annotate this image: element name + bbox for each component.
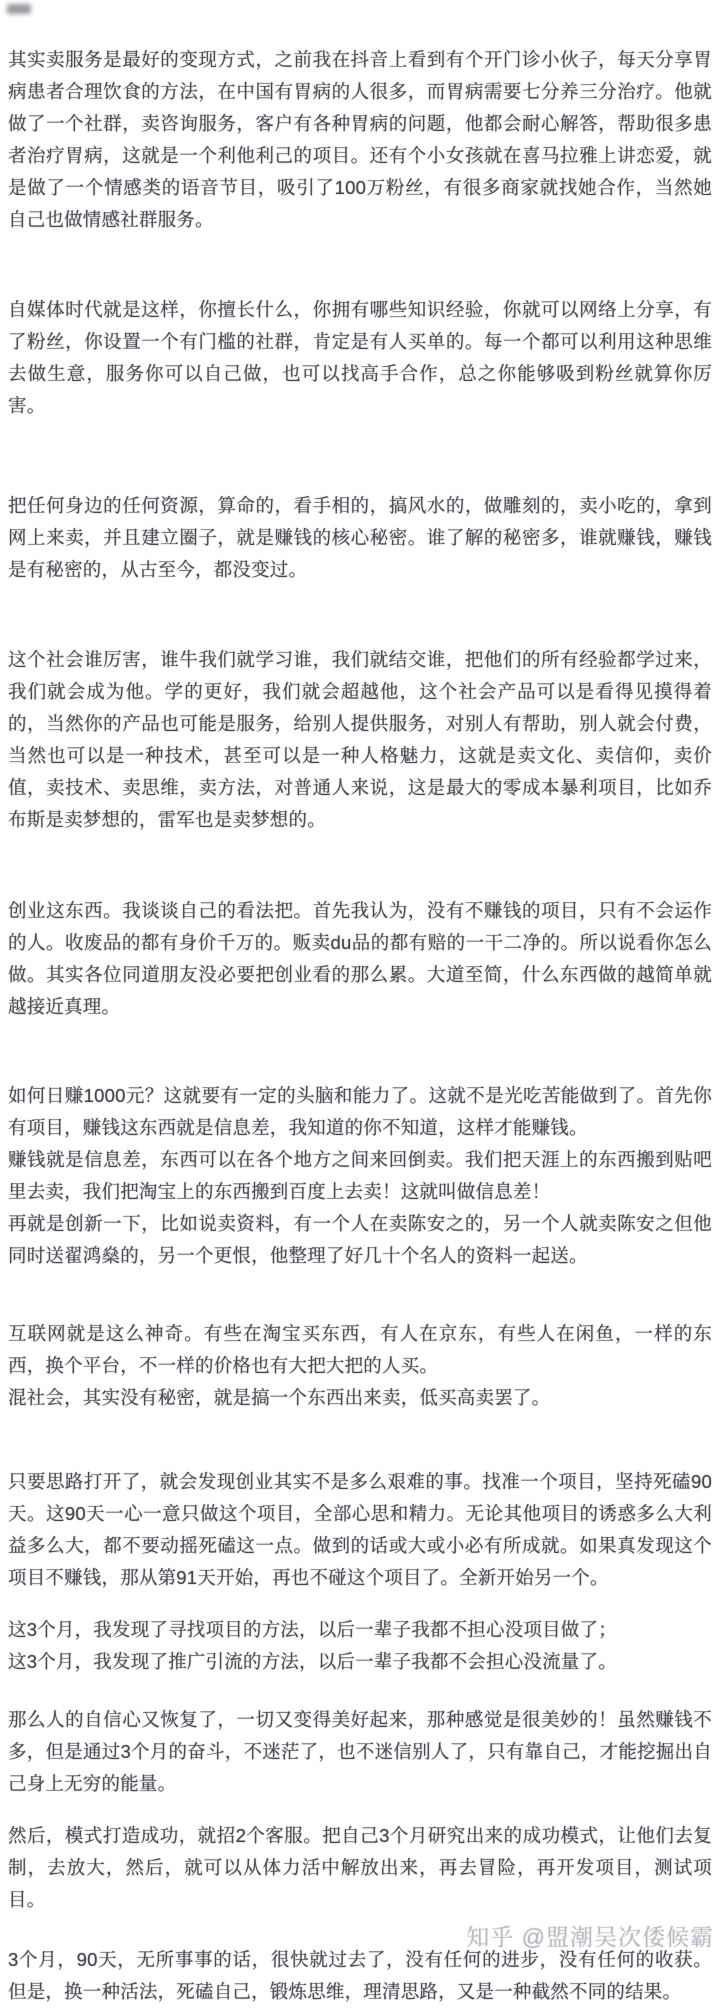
paragraph-info-gap: 赚钱就是信息差，东西可以在各个地方之间来回倒卖。我们把天涯上的东西搬到贴吧里去卖，我们把淘宝上的东西搬到百度上去卖！这就叫做信息差！ <box>8 1149 712 1202</box>
paragraph-confidence-back: 那么人的自信心又恢复了，一切又变得美好起来，那种感觉是很美妙的！虽然赚钱不多，但是通过3个月的奋斗，不迷茫了，也不迷信别人了，只有靠自己，才能挖掘出自己身上无穷的能量。 <box>8 1709 712 1794</box>
zhihu-watermark: 知乎 @盟潮吴次倭候霸 <box>466 1924 714 1950</box>
article-body <box>8 44 712 2008</box>
paragraph-startup-view: 创业这东西。我谈谈自己的看法把。首先我认为，没有不赚钱的项目，只有不会运作的人。收废品的都有身价千万的。贩卖du品的都有赔的一干二净的。所以说看你怎么做。其实各位同道朋友没必要把创业看的那么累。大道至简，什么东西做的越简单就越接近真理。 <box>8 900 712 1017</box>
paragraph-learn-from-winners: 这个社会谁厉害，谁牛我们就学习谁，我们就结交谁，把他们的所有经验都学过来，我们就会成为他。学的更好，我们就会超越他，这个社会产品可以是看得见摸得着的，当然你的产品也可能是服务，给别人提供服务，对别人有帮助，别人就会付费，当然也可以是一种技术，甚至可以是一种人格魅力，这就是卖文化、卖信仰，卖价值，卖技术、卖思维，卖方法，对普通人来说，这是最大的零成本暴利项目，比如乔布斯是卖梦想的，雷军也是卖梦想的。 <box>8 649 712 830</box>
paragraph-hire-support: 然后，模式打造成功，就招2个客服。把自己3个月研究出来的成功模式，让他们去复制，去放大，然后，就可以从体力活中解放出来，再去冒险，再开发项目，测试项目。 <box>8 1825 712 1910</box>
crop-artifact-mark <box>7 4 31 14</box>
paragraph-internet-magic: 互联网就是这么神奇。有些在淘宝买东西，有人在京东，有些人在闲鱼，一样的东西，换个平台，不一样的价格也有大把大把的人买。 <box>8 1323 712 1376</box>
paragraph-90-days-focus: 只要思路打开了，就会发现创业其实不是多么艰难的事。找准一个项目，坚持死磕90天。这90天一心一意只做这个项目，全部心思和精力。无论其他项目的诱惑多么大利益多么大，都不要动摇死磕这一点。做到的话或大或小必有所成就。如果真发现这个项目不赚钱，那从第91天开始，再也不碰这个项目了。全新开始另一个。 <box>8 1471 712 1588</box>
paragraph-daily-1000: 如何日赚1000元？这就要有一定的头脑和能力了。这就不是光吃苦能做到了。首先你有项目，赚钱这东西就是信息差，我知道的你不知道，这样才能赚钱。 <box>8 1085 712 1138</box>
paragraph-resources-online: 把任何身边的任何资源，算命的，看手相的，搞风水的，做雕刻的，卖小吃的，拿到网上来卖，并且建立圈子，就是赚钱的核心秘密。谁了解的秘密多，谁就赚钱，赚钱是有秘密的，从古至今，都没变过。 <box>8 495 712 580</box>
paragraph-different-result: 3个月，90天，无所事事的话，很快就过去了，没有任何的进步，没有任何的收获。但是，换一种活法，死磕自己，锻炼思维，理清思路，又是一种截然不同的结果。 <box>8 1949 712 2002</box>
paragraph-sell-services: 其实卖服务是最好的变现方式，之前我在抖音上看到有个开门诊小伙子，每天分享胃病患者合理饮食的方法，在中国有胃病的人很多，而胃病需要七分养三分治疗。他就做了一个社群，卖咨询服务，客户有各种胃病的问题，他都会耐心解答，帮助很多患者治疗胃病，这就是一个利他利己的项目。还有个小女孩就在喜马拉雅上讲恋爱，就是做了一个情感类的语音节目，吸引了100万粉丝，有很多商家就找她合作，当然她自己也做情感社群服务。 <box>8 49 712 230</box>
paragraph-buy-low-sell-high: 混社会，其实没有秘密，就是搞一个东西出来卖，低买高卖罢了。 <box>8 1387 551 1408</box>
paragraph-3-months-traffic: 这3个月，我发现了推广引流的方法，以后一辈子我都不会担心没流量了。 <box>8 1651 617 1672</box>
paragraph-innovation: 再就是创新一下，比如说卖资料，有一个人在卖陈安之的，另一个人就卖陈安之但他同时送翟鸿燊的，另一个更恨，他整理了好几十个名人的资料一起送。 <box>8 1213 712 1266</box>
paragraph-self-media-era: 自媒体时代就是这样，你擅长什么，你拥有哪些知识经验，你就可以网络上分享，有了粉丝，你设置一个有门槛的社群，肯定是有人买单的。每一个都可以利用这种思维去做生意，服务你可以自己做，也可以找高手合作，总之你能够吸到粉丝就算你厉害。 <box>8 299 712 416</box>
paragraph-3-months-projects: 这3个月，我发现了寻找项目的方法，以后一辈子我都不担心没项目做了； <box>8 1619 617 1640</box>
